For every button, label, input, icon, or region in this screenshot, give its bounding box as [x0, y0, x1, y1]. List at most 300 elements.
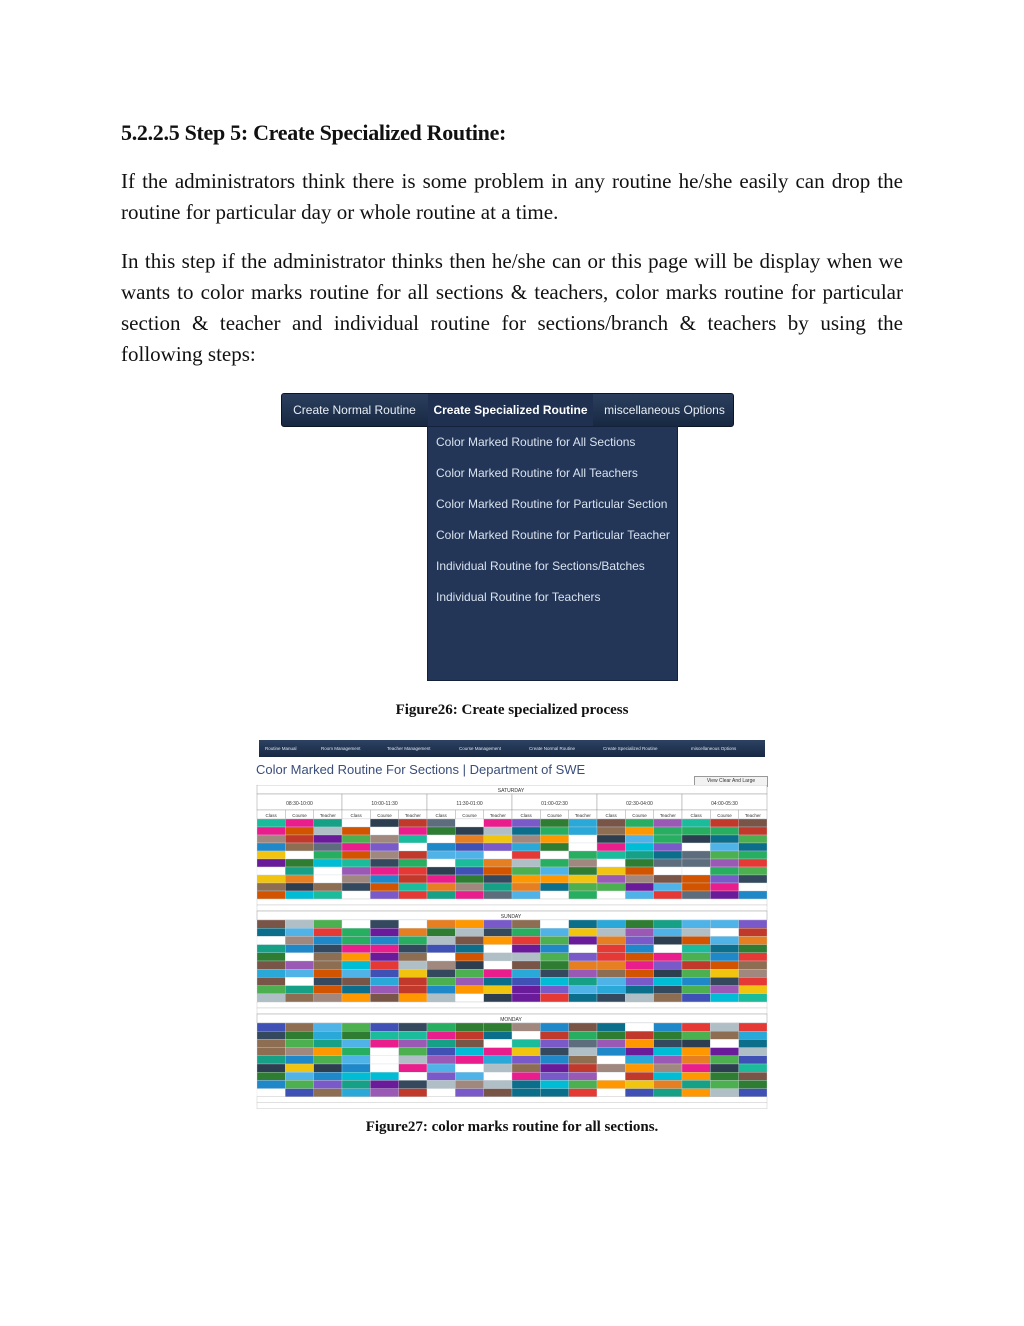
column-header-label: Teacher — [744, 813, 761, 818]
routine-cell — [710, 835, 738, 843]
routine-cell — [285, 1031, 313, 1039]
routine-cell — [625, 851, 653, 859]
routine-cell — [257, 945, 285, 953]
routine-cell — [427, 835, 455, 843]
routine-cell — [654, 953, 682, 961]
routine-cell — [370, 1056, 398, 1064]
column-header-label: Course — [717, 813, 732, 818]
routine-cell — [710, 961, 738, 969]
column-header-label: Course — [462, 813, 477, 818]
routine-cell — [370, 1048, 398, 1056]
routine-cell — [597, 920, 625, 928]
routine-cell — [285, 936, 313, 944]
routine-cell — [654, 1056, 682, 1064]
routine-cell — [654, 1039, 682, 1047]
routine-cell — [654, 875, 682, 883]
routine-cell — [710, 859, 738, 867]
routine-cell — [654, 986, 682, 994]
routine-cell — [654, 969, 682, 977]
routine-cell — [484, 1048, 512, 1056]
routine-cell — [342, 961, 370, 969]
routine-cell — [285, 986, 313, 994]
routine-cell — [739, 875, 767, 883]
routine-cell — [342, 1048, 370, 1056]
routine-cell — [370, 1023, 398, 1031]
routine-cell — [597, 1064, 625, 1072]
menu-item-color-particular-section[interactable]: Color Marked Routine for Particular Section — [436, 497, 668, 511]
routine-cell — [427, 819, 455, 827]
routine-cell — [455, 867, 483, 875]
routine-grid — [256, 785, 768, 1113]
routine-cell — [597, 977, 625, 985]
routine-cell — [399, 1064, 427, 1072]
routine-cell — [625, 994, 653, 1002]
routine-cell — [540, 843, 568, 851]
routine-cell — [455, 859, 483, 867]
routine-cell — [512, 875, 540, 883]
figure27-caption: Figure27: color marks routine for all sections. — [365, 1119, 659, 1135]
routine-cell — [399, 883, 427, 891]
paragraph-2: In this step if the administrator thinks then he/she can or this page will be display when we wants to color marks routine for all sections & teachers, color marks routine for particular section & teacher and individual routine for sections/branch & teachers by using the following steps: — [121, 249, 903, 366]
routine-cell — [625, 1080, 653, 1088]
nav-miscellaneous-options[interactable]: miscellaneous Options — [691, 746, 737, 751]
routine-cell — [399, 1080, 427, 1088]
routine-cell — [625, 936, 653, 944]
routine-cell — [427, 1080, 455, 1088]
routine-cell — [484, 953, 512, 961]
column-header-label: Teacher — [659, 813, 676, 818]
routine-cell — [484, 1072, 512, 1080]
routine-cell — [597, 1048, 625, 1056]
routine-cell — [654, 1023, 682, 1031]
routine-cell — [314, 920, 342, 928]
routine-cell — [569, 883, 597, 891]
routine-cell — [455, 1064, 483, 1072]
routine-cell — [342, 986, 370, 994]
menu-item-color-all-sections[interactable]: Color Marked Routine for All Sections — [436, 435, 636, 449]
routine-cell — [512, 859, 540, 867]
routine-cell — [342, 928, 370, 936]
routine-cell — [682, 851, 710, 859]
routine-cell — [399, 928, 427, 936]
routine-cell — [625, 843, 653, 851]
routine-cell — [399, 936, 427, 944]
empty-row — [257, 1002, 767, 1008]
routine-cell — [682, 928, 710, 936]
routine-cell — [427, 843, 455, 851]
nav-room-management[interactable]: Room Management — [321, 746, 361, 751]
routine-cell — [710, 891, 738, 899]
routine-cell — [512, 1072, 540, 1080]
routine-cell — [654, 920, 682, 928]
routine-cell — [512, 1048, 540, 1056]
routine-cell — [682, 994, 710, 1002]
routine-cell — [285, 867, 313, 875]
column-header-label: Course — [377, 813, 392, 818]
routine-cell — [682, 1064, 710, 1072]
routine-cell — [654, 936, 682, 944]
routine-cell — [682, 819, 710, 827]
routine-cell — [682, 1048, 710, 1056]
routine-cell — [540, 1072, 568, 1080]
routine-cell — [342, 936, 370, 944]
nav-course-management[interactable]: Course Management — [459, 746, 502, 751]
routine-cell — [512, 920, 540, 928]
routine-cell — [427, 1089, 455, 1097]
routine-cell — [597, 1056, 625, 1064]
routine-cell — [455, 835, 483, 843]
routine-cell — [342, 875, 370, 883]
empty-row — [257, 899, 767, 905]
routine-cell — [625, 835, 653, 843]
routine-cell — [314, 835, 342, 843]
empty-row — [257, 1097, 767, 1103]
routine-cell — [427, 986, 455, 994]
routine-cell — [625, 977, 653, 985]
nav-teacher-management[interactable]: Teacher Management — [387, 746, 431, 751]
routine-cell — [625, 969, 653, 977]
routine-cell — [484, 936, 512, 944]
routine-cell — [569, 891, 597, 899]
routine-cell — [739, 969, 767, 977]
routine-cell — [597, 843, 625, 851]
routine-cell — [314, 827, 342, 835]
routine-cell — [314, 1089, 342, 1097]
routine-cell — [399, 1031, 427, 1039]
nav-create-normal-routine[interactable]: Create Normal Routine — [529, 746, 576, 751]
routine-cell — [540, 827, 568, 835]
routine-cell — [399, 961, 427, 969]
routine-cell — [625, 883, 653, 891]
routine-cell — [314, 969, 342, 977]
routine-cell — [512, 953, 540, 961]
routine-cell — [484, 1064, 512, 1072]
routine-cell — [682, 875, 710, 883]
routine-cell — [654, 945, 682, 953]
routine-cell — [597, 819, 625, 827]
routine-cell — [314, 1056, 342, 1064]
routine-cell — [484, 827, 512, 835]
routine-cell — [285, 1072, 313, 1080]
routine-cell — [314, 851, 342, 859]
routine-cell — [569, 1089, 597, 1097]
routine-cell — [399, 875, 427, 883]
routine-cell — [710, 1023, 738, 1031]
routine-cell — [739, 1072, 767, 1080]
routine-cell — [682, 953, 710, 961]
routine-cell — [484, 961, 512, 969]
routine-cell — [257, 953, 285, 961]
routine-cell — [739, 867, 767, 875]
routine-cell — [739, 920, 767, 928]
routine-cell — [625, 1089, 653, 1097]
nav-create-specialized-routine[interactable]: Create Specialized Routine — [603, 746, 658, 751]
routine-cell — [597, 835, 625, 843]
routine-cell — [484, 891, 512, 899]
routine-cell — [399, 827, 427, 835]
routine-cell — [569, 936, 597, 944]
routine-cell — [625, 867, 653, 875]
routine-cell — [257, 851, 285, 859]
routine-cell — [654, 1089, 682, 1097]
routine-cell — [314, 1023, 342, 1031]
column-header-label: Teacher — [404, 813, 421, 818]
menu-item-individual-teachers[interactable]: Individual Routine for Teachers — [436, 590, 601, 604]
routine-cell — [484, 928, 512, 936]
specialized-menu-screenshot — [281, 393, 734, 681]
routine-cell — [399, 994, 427, 1002]
routine-cell — [625, 875, 653, 883]
routine-cell — [370, 953, 398, 961]
routine-cell — [399, 977, 427, 985]
routine-cell — [597, 936, 625, 944]
routine-cell — [370, 961, 398, 969]
routine-cell — [399, 835, 427, 843]
routine-cell — [739, 851, 767, 859]
routine-cell — [597, 961, 625, 969]
routine-cell — [455, 928, 483, 936]
routine-cell — [484, 1039, 512, 1047]
routine-cell — [455, 1089, 483, 1097]
routine-cell — [314, 994, 342, 1002]
routine-cell — [569, 867, 597, 875]
routine-page-title: Color Marked Routine For Sections | Department of SWE — [256, 762, 586, 777]
routine-cell — [682, 867, 710, 875]
routine-cell — [484, 819, 512, 827]
routine-cell — [512, 835, 540, 843]
routine-cell — [540, 953, 568, 961]
routine-cell — [285, 977, 313, 985]
routine-cell — [257, 986, 285, 994]
routine-cell — [710, 945, 738, 953]
routine-cell — [512, 1089, 540, 1097]
routine-cell — [654, 827, 682, 835]
menu-item-color-all-teachers[interactable]: Color Marked Routine for All Teachers — [436, 466, 638, 480]
routine-cell — [342, 867, 370, 875]
routine-cell — [427, 1064, 455, 1072]
routine-cell — [540, 1080, 568, 1088]
routine-cell — [285, 851, 313, 859]
routine-cell — [484, 945, 512, 953]
routine-cell — [654, 883, 682, 891]
routine-cell — [285, 1064, 313, 1072]
column-header-label: Course — [547, 813, 562, 818]
routine-cell — [710, 953, 738, 961]
routine-cell — [569, 945, 597, 953]
routine-cell — [370, 891, 398, 899]
empty-row — [257, 1008, 767, 1014]
routine-cell — [625, 1048, 653, 1056]
routine-cell — [455, 1056, 483, 1064]
routine-cell — [512, 945, 540, 953]
routine-cell — [710, 969, 738, 977]
routine-cell — [512, 994, 540, 1002]
routine-cell — [512, 891, 540, 899]
routine-cell — [370, 1039, 398, 1047]
routine-cell — [540, 851, 568, 859]
time-slot-label: 01:00-02:30 — [541, 801, 568, 807]
column-header-label: Class — [435, 813, 447, 818]
routine-cell — [625, 945, 653, 953]
routine-cell — [427, 961, 455, 969]
routine-cell — [484, 969, 512, 977]
empty-row — [257, 905, 767, 911]
routine-cell — [370, 1089, 398, 1097]
routine-cell — [569, 961, 597, 969]
routine-cell — [399, 1089, 427, 1097]
routine-cell — [455, 1072, 483, 1080]
routine-cell — [427, 851, 455, 859]
routine-cell — [455, 945, 483, 953]
routine-cell — [455, 977, 483, 985]
routine-cell — [540, 875, 568, 883]
routine-cell — [654, 1031, 682, 1039]
routine-cell — [710, 1080, 738, 1088]
routine-cell — [484, 920, 512, 928]
tab-miscellaneous-options[interactable]: miscellaneous Options — [604, 403, 725, 417]
routine-cell — [540, 928, 568, 936]
routine-cell — [342, 1080, 370, 1088]
routine-cell — [512, 928, 540, 936]
nav-routine-manual[interactable]: Routine Manual — [265, 746, 297, 751]
routine-cell — [512, 1080, 540, 1088]
routine-cell — [569, 1064, 597, 1072]
routine-cell — [257, 835, 285, 843]
routine-cell — [569, 953, 597, 961]
routine-cell — [710, 875, 738, 883]
routine-cell — [597, 1023, 625, 1031]
routine-cell — [625, 859, 653, 867]
routine-cell — [370, 1072, 398, 1080]
routine-cell — [710, 1056, 738, 1064]
routine-cell — [399, 1039, 427, 1047]
routine-cell — [739, 986, 767, 994]
routine-cell — [455, 1080, 483, 1088]
routine-cell — [625, 1031, 653, 1039]
routine-cell — [625, 827, 653, 835]
routine-cell — [314, 1064, 342, 1072]
routine-cell — [597, 994, 625, 1002]
routine-cell — [540, 986, 568, 994]
routine-cell — [427, 1031, 455, 1039]
routine-cell — [682, 1031, 710, 1039]
routine-cell — [710, 1031, 738, 1039]
routine-cell — [484, 859, 512, 867]
routine-cell — [484, 1056, 512, 1064]
routine-cell — [710, 977, 738, 985]
routine-cell — [427, 1056, 455, 1064]
routine-cell — [625, 953, 653, 961]
time-slot-label: 08:30-10:00 — [286, 801, 313, 807]
routine-cell — [484, 875, 512, 883]
routine-cell — [739, 1064, 767, 1072]
routine-cell — [682, 945, 710, 953]
routine-cell — [427, 977, 455, 985]
routine-cell — [625, 961, 653, 969]
routine-cell — [427, 1039, 455, 1047]
routine-cell — [257, 859, 285, 867]
routine-cell — [370, 819, 398, 827]
routine-cell — [484, 843, 512, 851]
routine-cell — [342, 851, 370, 859]
routine-cell — [682, 1080, 710, 1088]
routine-cell — [710, 928, 738, 936]
routine-cell — [455, 883, 483, 891]
tab-create-specialized-routine[interactable]: Create Specialized Routine — [428, 394, 593, 426]
routine-cell — [739, 994, 767, 1002]
routine-cell — [257, 875, 285, 883]
menu-item-individual-sections[interactable]: Individual Routine for Sections/Batches — [436, 559, 645, 573]
routine-cell — [625, 1064, 653, 1072]
routine-cell — [342, 945, 370, 953]
routine-cell — [285, 1039, 313, 1047]
routine-cell — [710, 1089, 738, 1097]
routine-cell — [342, 891, 370, 899]
menu-item-color-particular-teacher[interactable]: Color Marked Routine for Particular Teacher — [436, 528, 670, 542]
routine-cell — [710, 883, 738, 891]
routine-cell — [540, 819, 568, 827]
view-clear-large-button[interactable]: View Clear And Large — [694, 776, 768, 787]
routine-cell — [427, 859, 455, 867]
routine-cell — [569, 1048, 597, 1056]
menu-bar — [281, 393, 734, 427]
routine-cell — [654, 835, 682, 843]
routine-cell — [399, 851, 427, 859]
routine-cell — [654, 961, 682, 969]
routine-cell — [710, 843, 738, 851]
routine-cell — [597, 945, 625, 953]
routine-cell — [285, 1056, 313, 1064]
routine-cell — [285, 1089, 313, 1097]
routine-cell — [540, 835, 568, 843]
routine-cell — [710, 851, 738, 859]
column-header-label: Class — [350, 813, 362, 818]
routine-cell — [682, 1072, 710, 1080]
routine-cell — [342, 1023, 370, 1031]
routine-cell — [370, 1080, 398, 1088]
routine-cell — [597, 875, 625, 883]
routine-cell — [370, 977, 398, 985]
routine-cell — [739, 883, 767, 891]
routine-cell — [399, 969, 427, 977]
routine-cell — [370, 945, 398, 953]
routine-cell — [399, 819, 427, 827]
routine-cell — [682, 961, 710, 969]
routine-cell — [285, 859, 313, 867]
column-header-label: Teacher — [489, 813, 506, 818]
time-slot-label: 04:00-05:30 — [711, 801, 738, 807]
routine-cell — [285, 1048, 313, 1056]
routine-cell — [455, 851, 483, 859]
tab-create-normal-routine[interactable]: Create Normal Routine — [293, 403, 416, 417]
routine-cell — [569, 851, 597, 859]
routine-cell — [399, 1048, 427, 1056]
routine-cell — [314, 867, 342, 875]
routine-cell — [427, 1048, 455, 1056]
routine-cell — [427, 875, 455, 883]
routine-cell — [597, 891, 625, 899]
routine-cell — [484, 986, 512, 994]
routine-cell — [512, 1039, 540, 1047]
routine-cell — [257, 1089, 285, 1097]
routine-cell — [540, 859, 568, 867]
routine-cell — [257, 867, 285, 875]
routine-cell — [342, 977, 370, 985]
routine-cell — [569, 1031, 597, 1039]
routine-cell — [370, 851, 398, 859]
routine-cell — [257, 1056, 285, 1064]
routine-cell — [512, 843, 540, 851]
